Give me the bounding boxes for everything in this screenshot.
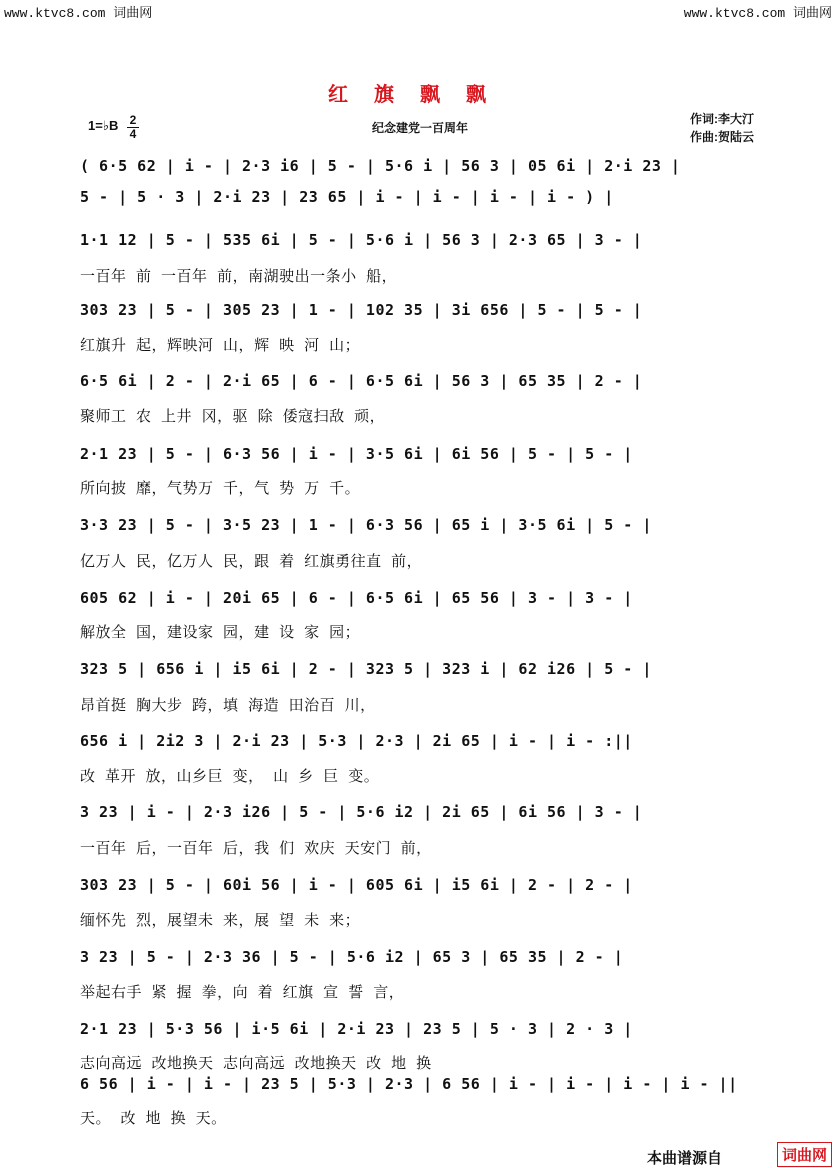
score-notes-line: 6·5 6i | 2 - | 2·i 65 | 6 - | 6·5 6i | 56 3 | 65 35 | 2 - | — [80, 372, 643, 390]
score-notes-line: 303 23 | 5 - | 305 23 | 1 - | 102 35 | 3i 656 | 5 - | 5 - | — [80, 301, 643, 319]
score-lyrics-line: 昂首挺 胸大步 跨，填 海造 田治百 川， — [80, 696, 376, 714]
score-notes-line: ( 6·5 62 | i - | 2·3 i6 | 5 - | 5·6 i | 56 3 | 05 6i | 2·i 23 | — [80, 157, 681, 175]
score-notes-line: 605 62 | i - | 20i 65 | 6 - | 6·5 6i | 65 56 | 3 - | 3 - | — [80, 589, 633, 607]
score-lyrics-line: 一百年 后，一百年 后，我 们 欢庆 天安门 前， — [80, 839, 432, 857]
score-notes-line: 323 5 | 656 i | i5 6i | 2 - | 323 5 | 323 i | 62 i26 | 5 - | — [80, 660, 652, 678]
score-lyrics-line: 一百年 前 一百年 前，南湖驶出一条小 船， — [80, 267, 398, 285]
score-lyrics-line: 所向披 靡，气势万 千，气 势 万 千。 — [80, 479, 361, 497]
score-lyrics-line: 天。 改 地 换 天。 — [80, 1109, 227, 1127]
score-lyrics-line: 改 革开 放，山乡巨 变， 山 乡 巨 变。 — [80, 767, 380, 785]
score-lyrics-line: 亿万人 民，亿万人 民，跟 着 红旗勇往直 前， — [80, 552, 423, 570]
score-notes-line: 2·1 23 | 5·3 56 | i·5 6i | 2·i 23 | 23 5 | 5 · 3 | 2 · 3 | — [80, 1020, 633, 1038]
song-title: 红旗飘飘 — [328, 82, 512, 106]
score-notes-line: 1·1 12 | 5 - | 535 6i | 5 - | 5·6 i | 56 3 | 2·3 65 | 3 - | — [80, 231, 643, 249]
key-signature: 1=♭B — [88, 118, 119, 133]
score-notes-line: 303 23 | 5 - | 60i 56 | i - | 605 6i | i5 6i | 2 - | 2 - | — [80, 876, 633, 894]
lyricist-credit: 作词:李大汀 — [690, 112, 754, 126]
score-lyrics-line: 解放全 国，建设家 园，建 设 家 园； — [80, 623, 361, 641]
site-stamp: 词曲网 — [777, 1142, 832, 1167]
site-url-right[interactable]: www.ktvc8.com 词曲网 — [683, 6, 832, 21]
song-subtitle: 纪念建党一百周年 — [371, 121, 468, 135]
score-lyrics-line: 志向高远 改地换天 志向高远 改地换天 改 地 换 — [80, 1054, 432, 1072]
score-notes-line: 3 23 | i - | 2·3 i26 | 5 - | 5·6 i2 | 2i 65 | 6i 56 | 3 - | — [80, 803, 643, 821]
site-url-left[interactable]: www.ktvc8.com 词曲网 — [4, 6, 153, 21]
score-notes-line: 5 - | 5 · 3 | 2·i 23 | 23 65 | i - | i - | i - | i - ) | — [80, 188, 614, 206]
composer-credit: 作曲:贺陆云 — [690, 130, 754, 144]
score-notes-line: 3 23 | 5 - | 2·3 36 | 5 - | 5·6 i2 | 65 3 | 65 35 | 2 - | — [80, 948, 624, 966]
score-lyrics-line: 红旗升 起，辉映河 山，辉 映 河 山； — [80, 336, 361, 354]
score-notes-line: 6 56 | i - | i - | 23 5 | 5·3 | 2·3 | 6 56 | i - | i - | i - | i - || — [80, 1075, 738, 1093]
score-lyrics-line: 缅怀先 烈，展望未 来，展 望 未 来； — [80, 911, 361, 929]
score-lyrics-line: 举起右手 紧 握 拳，向 着 红旗 宣 誓 言， — [80, 983, 405, 1001]
score-notes-line: 656 i | 2i2 3 | 2·i 23 | 5·3 | 2·3 | 2i 65 | i - | i - :|| — [80, 732, 633, 750]
score-notes-line: 3·3 23 | 5 - | 3·5 23 | 1 - | 6·3 56 | 65 i | 3·5 6i | 5 - | — [80, 516, 652, 534]
score-notes-line: 2·1 23 | 5 - | 6·3 56 | i - | 3·5 6i | 6i 56 | 5 - | 5 - | — [80, 445, 633, 463]
score-lyrics-line: 聚师工 农 上井 冈，驱 除 倭寇扫敌 顽， — [80, 407, 386, 425]
source-note: 本曲谱源自 — [646, 1150, 722, 1167]
time-signature-bottom: 4 — [129, 127, 137, 141]
time-signature-top: 2 — [127, 114, 139, 128]
